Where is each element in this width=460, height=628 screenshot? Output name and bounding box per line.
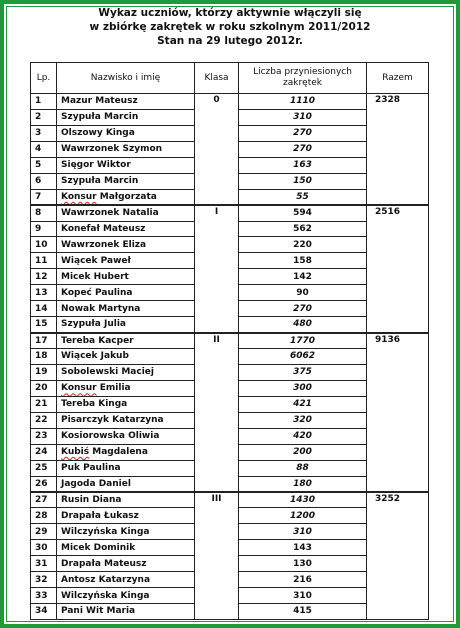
cell-lp: 22 [31,412,57,428]
cell-lp: 9 [31,221,57,237]
cell-lp: 25 [31,460,57,476]
cell-count: 300 [239,380,367,396]
cell-count: 6062 [239,349,367,365]
cell-count: 216 [239,572,367,588]
cell-lp: 8 [31,205,57,221]
cell-name: Konsur Małgorzata [57,189,195,205]
cell-lp: 27 [31,492,57,508]
cell-lp: 28 [31,508,57,524]
cell-count: 420 [239,428,367,444]
cell-count: 310 [239,524,367,540]
cell-lp: 23 [31,428,57,444]
cell-name: Puk Paulina [57,460,195,476]
cell-klasa: III [195,492,239,620]
cell-name: Micek Dominik [57,540,195,556]
cell-lp: 14 [31,301,57,317]
cell-total: 3252 [367,492,429,620]
cell-name: Kubiś Magdalena [57,444,195,460]
cell-count: 90 [239,285,367,301]
cell-klasa: I [195,205,239,333]
table-row [31,333,429,349]
cell-lp: 3 [31,125,57,141]
cell-name: Sięgor Wiktor [57,157,195,173]
cell-count: 270 [239,301,367,317]
cell-name: Konsur Emilia [57,380,195,396]
cell-lp: 18 [31,349,57,365]
cell-lp: 34 [31,604,57,620]
cell-name: Pani Wit Maria [57,604,195,620]
spellcheck-underline: Kubiś [61,447,90,458]
cell-name: Drapała Łukasz [57,508,195,524]
cell-name: Pisarczyk Katarzyna [57,412,195,428]
cell-count: 150 [239,173,367,189]
cell-count: 143 [239,540,367,556]
students-table [30,62,429,620]
cell-count: 200 [239,444,367,460]
table-header-row [31,63,429,94]
cell-name: Szypuła Julia [57,317,195,333]
cell-count: 375 [239,364,367,380]
column-header-count-line-2: zakrętek [283,78,322,88]
cell-lp: 20 [31,380,57,396]
cell-count: 163 [239,157,367,173]
cell-total: 9136 [367,333,429,492]
cell-lp: 26 [31,476,57,492]
cell-lp: 33 [31,588,57,604]
cell-lp: 32 [31,572,57,588]
column-header-lp: Lp. [31,63,57,94]
cell-klasa: II [195,333,239,492]
column-header-count-line-1: Liczba przyniesionych [253,67,352,77]
cell-name: Szypuła Marcin [57,173,195,189]
cell-count: 562 [239,221,367,237]
cell-name: Wawrzonek Natalia [57,205,195,221]
cell-lp: 19 [31,364,57,380]
cell-count: 1110 [239,94,367,110]
cell-name: Wiącek Jakub [57,349,195,365]
cell-name: Tereba Kacper [57,333,195,349]
table-row [31,492,429,508]
cell-name: Szypuła Marcin [57,109,195,125]
cell-count: 142 [239,269,367,285]
cell-count: 1770 [239,333,367,349]
cell-lp: 17 [31,333,57,349]
cell-count: 55 [239,189,367,205]
cell-lp: 1 [31,94,57,110]
heading-line-3: Stan na 29 lutego 2012r. [157,35,303,47]
cell-count: 320 [239,412,367,428]
spellcheck-underline: Konsur [61,383,97,394]
cell-lp: 15 [31,317,57,333]
cell-klasa: 0 [195,94,239,206]
cell-count: 180 [239,476,367,492]
column-header-count [239,63,367,94]
cell-count: 1430 [239,492,367,508]
table-body [31,94,429,620]
table-row [31,94,429,110]
cell-name: Olszowy Kinga [57,125,195,141]
cell-name: Nowak Martyna [57,301,195,317]
column-header-total: Razem [367,63,429,94]
cell-count: 270 [239,141,367,157]
heading-line-1: Wykaz uczniów, którzy aktywnie włączyli się [98,7,362,19]
cell-lp: 13 [31,285,57,301]
cell-name: Antosz Katarzyna [57,572,195,588]
cell-lp: 30 [31,540,57,556]
cell-name: Wiącek Paweł [57,253,195,269]
cell-lp: 11 [31,253,57,269]
spellcheck-underline: Konsur [61,191,97,202]
cell-name: Wilczyńska Kinga [57,588,195,604]
cell-lp: 24 [31,444,57,460]
cell-name: Tereba Kinga [57,396,195,412]
cell-lp: 4 [31,141,57,157]
column-header-klasa: Klasa [195,63,239,94]
cell-lp: 10 [31,237,57,253]
cell-name: Kosiorowska Oliwia [57,428,195,444]
cell-lp: 21 [31,396,57,412]
cell-count: 130 [239,556,367,572]
cell-count: 480 [239,317,367,333]
cell-name: Micek Hubert [57,269,195,285]
cell-count: 158 [239,253,367,269]
cell-count: 270 [239,125,367,141]
cell-name: Konefał Mateusz [57,221,195,237]
cell-count: 310 [239,109,367,125]
cell-name: Wawrzonek Szymon [57,141,195,157]
cell-name: Rusin Diana [57,492,195,508]
cell-total: 2328 [367,94,429,206]
cell-name: Drapała Mateusz [57,556,195,572]
cell-name: Wawrzonek Eliza [57,237,195,253]
cell-lp: 12 [31,269,57,285]
cell-count: 421 [239,396,367,412]
cell-name: Jagoda Daniel [57,476,195,492]
cell-lp: 7 [31,189,57,205]
document-heading [0,6,460,48]
cell-count: 310 [239,588,367,604]
cell-count: 88 [239,460,367,476]
cell-count: 220 [239,237,367,253]
cell-name: Mazur Mateusz [57,94,195,110]
cell-count: 415 [239,604,367,620]
cell-lp: 6 [31,173,57,189]
cell-lp: 29 [31,524,57,540]
cell-name: Wilczyńska Kinga [57,524,195,540]
table-row [31,205,429,221]
cell-lp: 31 [31,556,57,572]
cell-lp: 2 [31,109,57,125]
cell-count: 1200 [239,508,367,524]
cell-count: 594 [239,205,367,221]
cell-lp: 5 [31,157,57,173]
column-header-name: Nazwisko i imię [57,63,195,94]
cell-name: Sobolewski Maciej [57,364,195,380]
heading-line-2: w zbiórkę zakrętek w roku szkolnym 2011/2012 [89,21,371,33]
cell-name: Kopeć Paulina [57,285,195,301]
cell-total: 2516 [367,205,429,333]
